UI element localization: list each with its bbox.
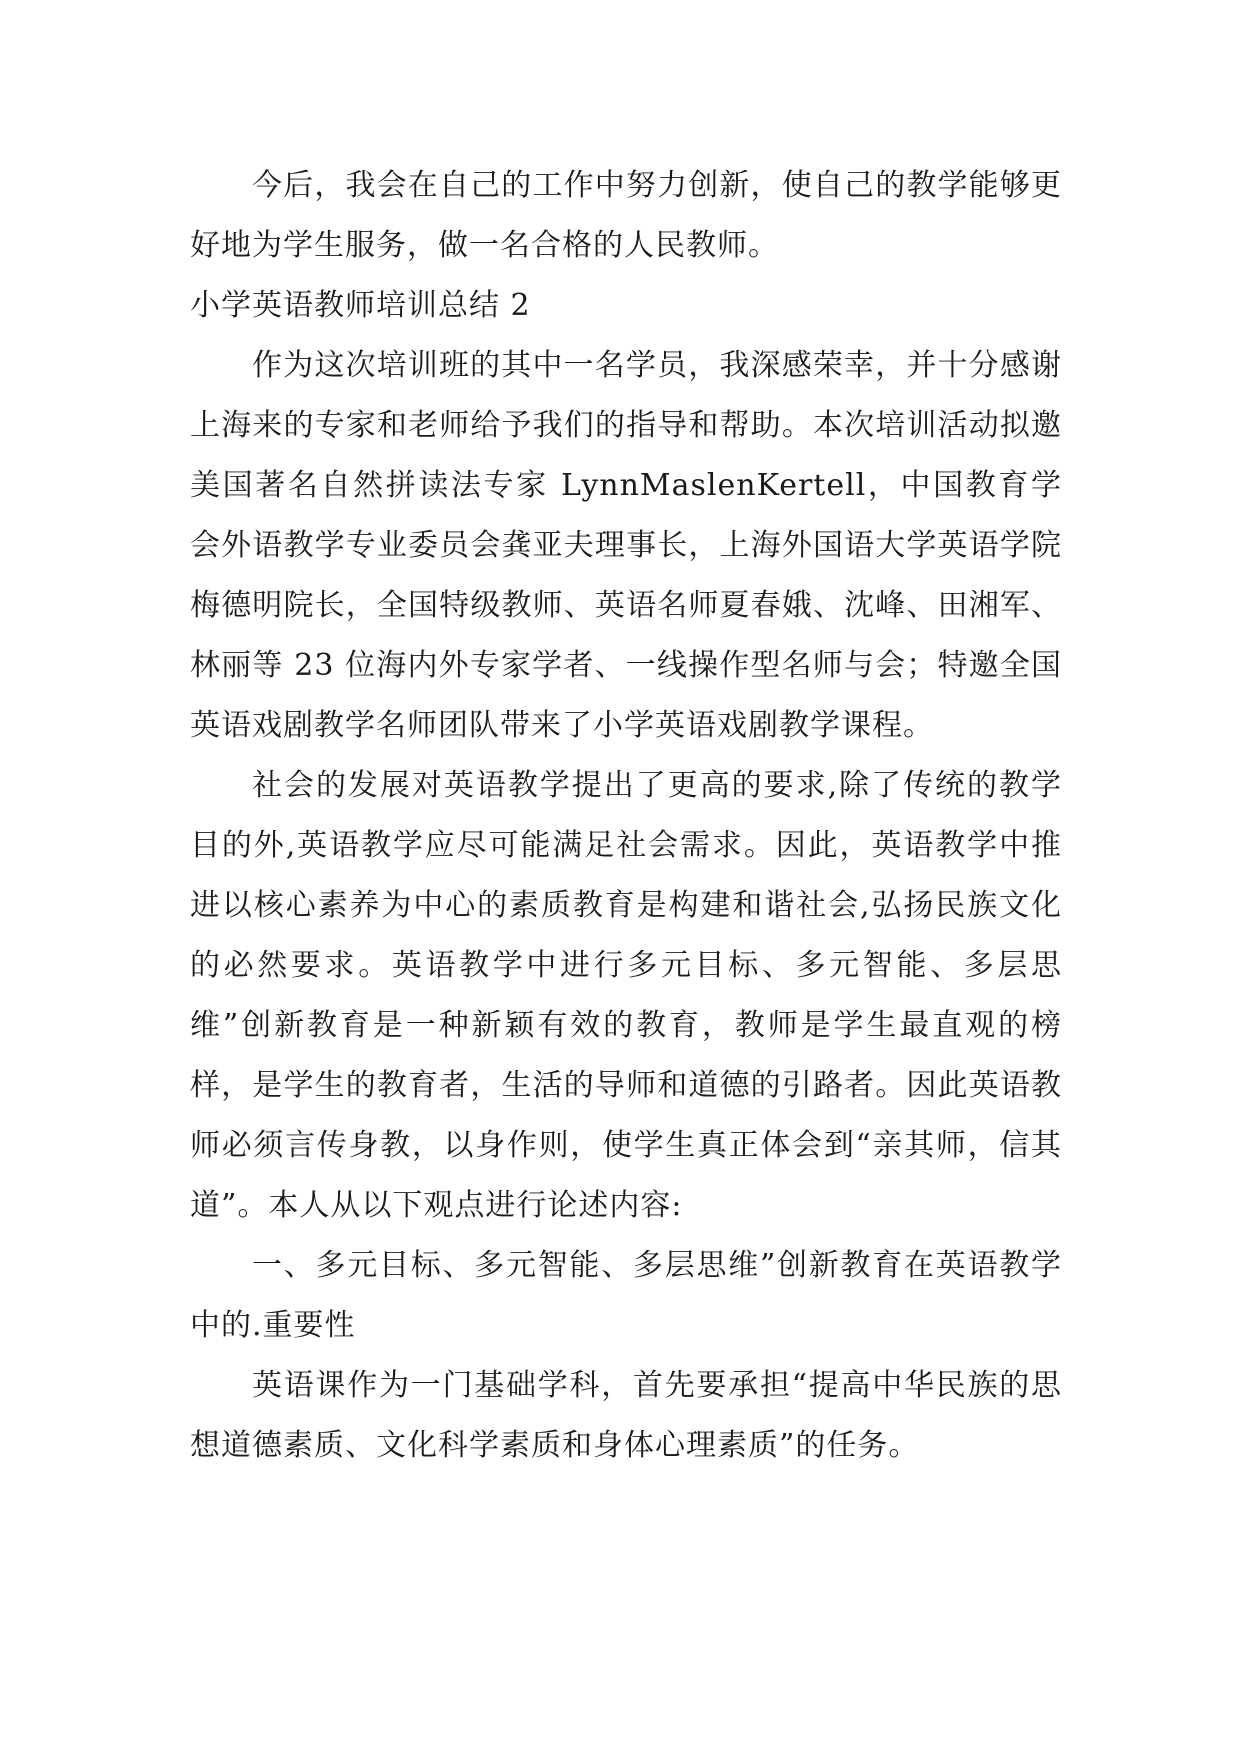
- document-body: [190, 156, 1062, 1476]
- paragraph-training-intro: 作为这次培训班的其中一名学员，我深感荣幸，并十分感谢上海来的专家和老师给予我们的指导和帮助。本次培训活动拟邀美国著名自然拼读法专家 LynnMaslenKertell，中国教育学会外语教学专业委员会龚亚夫理事长，上海外国语大学英语学院梅德明院长，全国特级教师、英语名师夏春娥、沈峰、田湘军、林丽等 23 位海内外专家学者、一线操作型名师与会；特邀全国英语戏剧教学名师团队带来了小学英语戏剧教学课程。: [190, 348, 1062, 743]
- section-heading: 小学英语教师培训总结 2: [190, 288, 531, 323]
- paragraph-point-one-title: 一、多元目标、多元智能、多层思维”创新教育在英语教学中的.重要性: [190, 1248, 1062, 1343]
- paragraph-social-development: 社会的发展对英语教学提出了更高的要求,除了传统的教学目的外,英语教学应尽可能满足社会需求。因此，英语教学中推进以核心素养为中心的素质教育是构建和谐社会,弘扬民族文化的必然要求。英语教学中进行多元目标、多元智能、多层思维”创新教育是一种新颖有效的教育，教师是学生最直观的榜样，是学生的教育者，生活的导师和道德的引路者。因此英语教师必须言传身教，以身作则，使学生真正体会到“亲其师，信其道”。本人从以下观点进行论述内容:: [190, 768, 1062, 1223]
- paragraph-closing-remark: 今后，我会在自己的工作中努力创新，使自己的教学能够更好地为学生服务，做一名合格的人民教师。: [190, 168, 1062, 263]
- paragraph-english-basic-subject: 英语课作为一门基础学科，首先要承担“提高中华民族的思想道德素质、文化科学素质和身体心理素质”的任务。: [190, 1368, 1062, 1463]
